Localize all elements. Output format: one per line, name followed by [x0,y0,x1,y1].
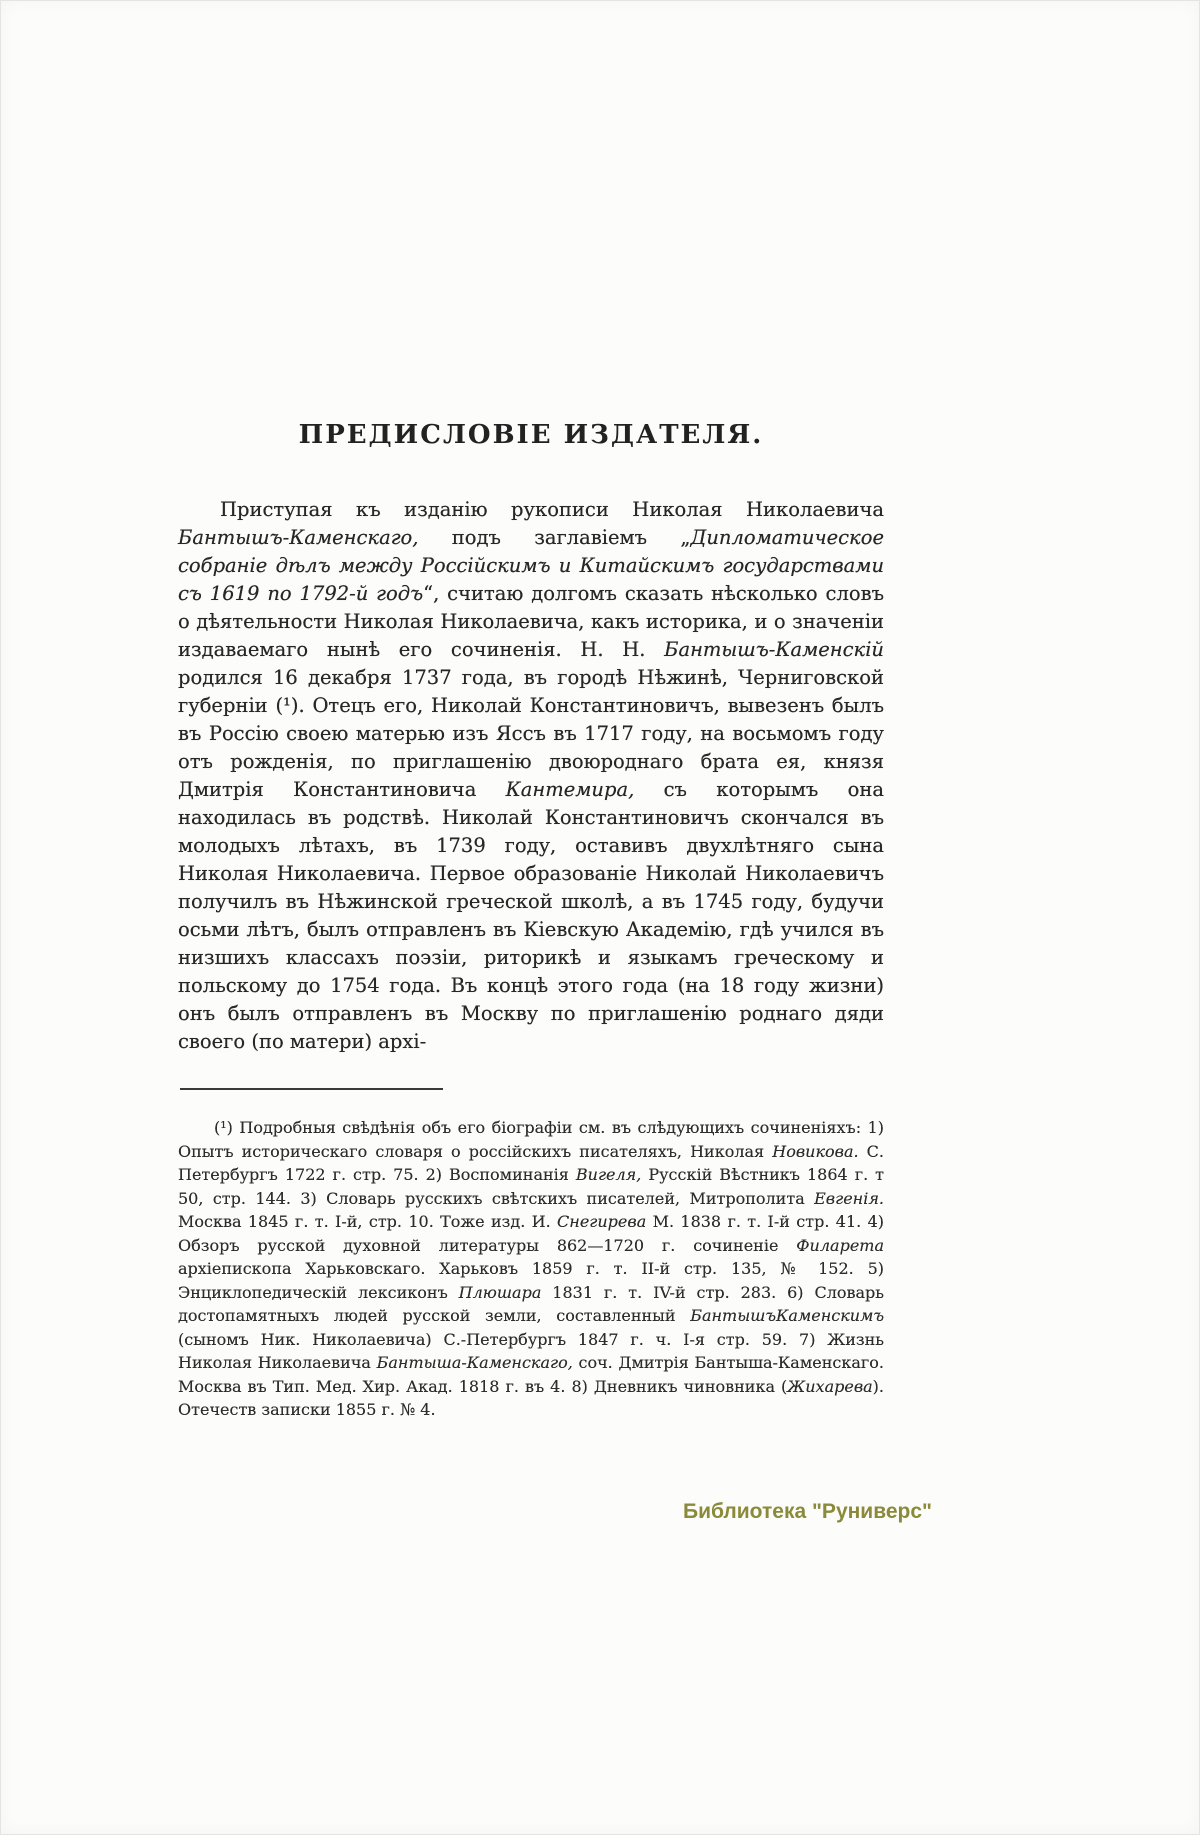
text-segment: Плюшара [458,1282,542,1302]
text-segment: Бантышъ-Каменскій [664,638,884,661]
body-paragraph [178,496,884,1056]
text-segment: ). Отечеств записки 1855 г. № 4. [178,1376,884,1419]
text-segment: Москва 1845 г. т. І-й, стр. 10. Тоже изд. И. [178,1212,558,1231]
text-segment: архіепископа Харьковскаго. Харьковъ 1859 г. т. ІІ-й стр. 135, № 152. 5) Энциклопедическій лексиконъ [178,1259,884,1302]
text-segment: Новикова. [772,1141,859,1161]
text-segment: Дипломатическое собраніе дѣлъ между Россійскимъ и Китайскимъ государствами съ 1619 по 1792-й годъ [178,526,884,605]
text-segment: “, считаю долгомъ сказать нѣсколько словъ о дѣятельности Николая Николаевича, какъ историка, и о значеніи издаваемаго нынѣ его сочиненія. Н. Н. [178,582,884,661]
text-segment: Бантышъ-Каменскаго, [178,526,419,549]
text-segment: соч. Дмитрія Бантыша-Каменскаго. Москва въ Тип. Мед. Хир. Акад. 1818 г. въ 4. 8) Дневникъ чиновника ( [178,1353,885,1396]
text-segment: С. Петербургъ 1722 г. стр. 75. 2) Воспоминанія [178,1141,884,1184]
text-segment: подъ заглавіемъ „ [418,526,691,549]
text-segment: Евгенія. [814,1188,884,1208]
footnote-paragraph [178,1116,884,1422]
text-segment: родился 16 декабря 1737 года, въ городѣ Нѣжинѣ, Черниговской губерніи (¹). Отецъ его, Николай Константиновичъ, вывезенъ былъ въ Россію своею матерью изъ Яссъ въ 1717 году, на восьмомъ году отъ рожденія, по приглашенію двоюроднаго брата ея, князя Дмитрія Константиновича [178,666,884,801]
page-content [178,420,884,1422]
text-segment: (сыномъ Ник. Николаевича) С.-Петербургъ 1847 г. ч. І-я стр. 59. 7) Жизнь Николая Николаевича [178,1329,884,1372]
text-segment: Бантыша-Каменскаго, [376,1353,573,1372]
library-watermark: Библиотека "Руниверс" [682,1500,932,1523]
text-segment: М. 1838 г. т. І-й стр. 41. 4) Обзоръ русской духовной литературы 862—1720 г. сочиненіе [178,1212,884,1255]
text-segment: Русскій Вѣстникъ 1864 г. т 50, стр. 144. 3) Словарь русскихъ свѣтскихъ писателей, Митрополита [178,1165,885,1208]
text-segment: (¹) Подробныя свѣдѣнія объ его біографіи см. въ слѣдующихъ сочиненіяхъ: 1) Опытъ историческаго словаря о россійскихъ писателяхъ, Николая [178,1118,884,1161]
text-segment: БантышъКаменскимъ [690,1306,884,1325]
text-segment: 1831 г. т. ІV-й стр. 283. 6) Словарь достопамятныхъ людей русской земли, составленный [178,1282,884,1325]
text-segment: Вигеля, [575,1165,642,1184]
text-segment: Приступая къ изданію рукописи Николая Николаевича [220,498,884,521]
text-segment: Жихарева [787,1376,873,1396]
footnote-separator [180,1088,443,1090]
text-segment: съ которымъ она находилась въ родствѣ. Николай Константиновичъ скончался въ молодыхъ лѣтахъ, въ 1739 году, оставивъ двухлѣтняго сына Николая Николаевича. Первое образованіе Николай Николаевичъ получилъ въ Нѣжинской греческой школѣ, а въ 1745 году, будучи осьми лѣтъ, былъ отправленъ въ Кіевскую Академію, гдѣ учился въ низшихъ классахъ поэзіи, риторикѣ и языкамъ греческому и польскому до 1754 года. Въ концѣ этого года (на 18 году жизни) онъ былъ отправленъ въ Москву по приглашенію роднаго дяди своего (по матери) архі- [178,778,884,1053]
text-segment: Снегирева [557,1212,647,1231]
page-title: ПРЕДИСЛОВІЕ ИЗДАТЕЛЯ. [298,420,764,450]
text-segment: Филарета [796,1235,884,1255]
text-segment: Кантемира, [505,778,635,801]
